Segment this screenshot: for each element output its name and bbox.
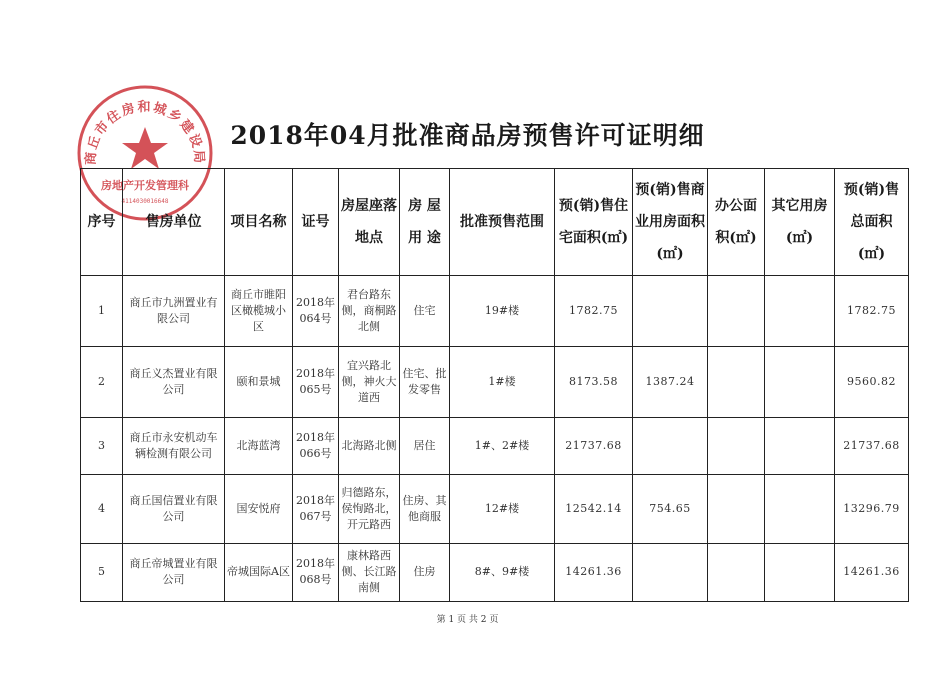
- cell-commercial-area: 754.65: [633, 474, 708, 543]
- cell-usage: 住宅、批发零售: [400, 347, 450, 418]
- table-row: [81, 418, 909, 474]
- cell-office-area: [708, 418, 765, 474]
- header-cell: 房屋座落地点: [339, 169, 400, 276]
- cell-other-area: [765, 276, 835, 347]
- header-cell: 预(销)售住宅面积(㎡): [555, 169, 633, 276]
- cell-residential-area: 14261.36: [555, 543, 633, 601]
- table-row: [81, 347, 909, 418]
- table-header-row: [81, 169, 909, 276]
- cell-commercial-area: 1387.24: [633, 347, 708, 418]
- cell-total-area: 1782.75: [835, 276, 909, 347]
- cell-project-name: 国安悦府: [225, 474, 293, 543]
- cell-project-name: 帝城国际A区: [225, 543, 293, 601]
- cell-row-number: 2: [81, 347, 123, 418]
- cell-seller: 商丘市永安机动车辆检测有限公司: [123, 418, 225, 474]
- table-row: [81, 276, 909, 347]
- cell-seller: 商丘帝城置业有限公司: [123, 543, 225, 601]
- page-footer: 第 1 页 共 2 页: [436, 615, 499, 625]
- cell-presale-scope: 1#楼: [450, 347, 555, 418]
- table-row: [81, 474, 909, 543]
- cell-other-area: [765, 543, 835, 601]
- header-cell: 预(销)售商业用房面积(㎡): [633, 169, 708, 276]
- cell-seller: 商丘国信置业有限公司: [123, 474, 225, 543]
- cell-commercial-area: [633, 418, 708, 474]
- cell-location: 康林路西侧、长江路南侧: [339, 543, 400, 601]
- cell-residential-area: 1782.75: [555, 276, 633, 347]
- header-cell: 其它用房(㎡): [765, 169, 835, 276]
- cell-presale-scope: 12#楼: [450, 474, 555, 543]
- cell-row-number: 4: [81, 474, 123, 543]
- page-title: 2018年04月批准商品房预售许可证明细: [230, 121, 705, 150]
- cell-office-area: [708, 347, 765, 418]
- seal-center-text: 房地产开发管理科: [101, 179, 189, 192]
- cell-seller: 商丘义杰置业有限公司: [123, 347, 225, 418]
- cell-usage: 住房: [400, 543, 450, 601]
- cell-project-name: 北海蓝湾: [225, 418, 293, 474]
- seal-serial: 4114030016648: [121, 198, 169, 205]
- cell-row-number: 1: [81, 276, 123, 347]
- cell-location: 宜兴路北侧，神火大道西: [339, 347, 400, 418]
- cell-total-area: 9560.82: [835, 347, 909, 418]
- cell-office-area: [708, 543, 765, 601]
- cell-location: 北海路北侧: [339, 418, 400, 474]
- cell-residential-area: 12542.14: [555, 474, 633, 543]
- cell-seller: 商丘市九洲置业有限公司: [123, 276, 225, 347]
- cell-presale-scope: 1#、2#楼: [450, 418, 555, 474]
- cell-row-number: 3: [81, 418, 123, 474]
- cell-permit-number: 2018年064号: [293, 276, 339, 347]
- table-body: [81, 276, 909, 602]
- header-cell: 批准预售范围: [450, 169, 555, 276]
- cell-presale-scope: 8#、9#楼: [450, 543, 555, 601]
- cell-commercial-area: [633, 543, 708, 601]
- header-cell: 序号: [81, 169, 123, 276]
- cell-row-number: 5: [81, 543, 123, 601]
- cell-usage: 住房、其他商服: [400, 474, 450, 543]
- cell-office-area: [708, 474, 765, 543]
- cell-total-area: 13296.79: [835, 474, 909, 543]
- cell-location: 归德路东，侯恂路北，开元路西: [339, 474, 400, 543]
- cell-project-name: 商丘市睢阳区橄榄城小区: [225, 276, 293, 347]
- cell-presale-scope: 19#楼: [450, 276, 555, 347]
- cell-total-area: 21737.68: [835, 418, 909, 474]
- table-row: [81, 543, 909, 601]
- header-cell: 预(销)售总面积(㎡): [835, 169, 909, 276]
- cell-usage: 住宅: [400, 276, 450, 347]
- header-cell: 项目名称: [225, 169, 293, 276]
- header-cell: 售房单位: [123, 169, 225, 276]
- cell-project-name: 颐和景城: [225, 347, 293, 418]
- cell-usage: 居住: [400, 418, 450, 474]
- cell-permit-number: 2018年065号: [293, 347, 339, 418]
- header-cell: 证号: [293, 169, 339, 276]
- cell-permit-number: 2018年066号: [293, 418, 339, 474]
- cell-residential-area: 21737.68: [555, 418, 633, 474]
- cell-other-area: [765, 418, 835, 474]
- cell-total-area: 14261.36: [835, 543, 909, 601]
- cell-location: 君台路东侧，商桐路北侧: [339, 276, 400, 347]
- cell-residential-area: 8173.58: [555, 347, 633, 418]
- cell-other-area: [765, 347, 835, 418]
- cell-permit-number: 2018年067号: [293, 474, 339, 543]
- header-cell: 办公面积(㎡): [708, 169, 765, 276]
- cell-commercial-area: [633, 276, 708, 347]
- seal-ring-text: 商丘市住房和城乡建设局: [83, 99, 207, 166]
- header-cell: 房 屋用 途: [400, 169, 450, 276]
- cell-other-area: [765, 474, 835, 543]
- permit-table: [80, 168, 909, 602]
- cell-office-area: [708, 276, 765, 347]
- cell-permit-number: 2018年068号: [293, 543, 339, 601]
